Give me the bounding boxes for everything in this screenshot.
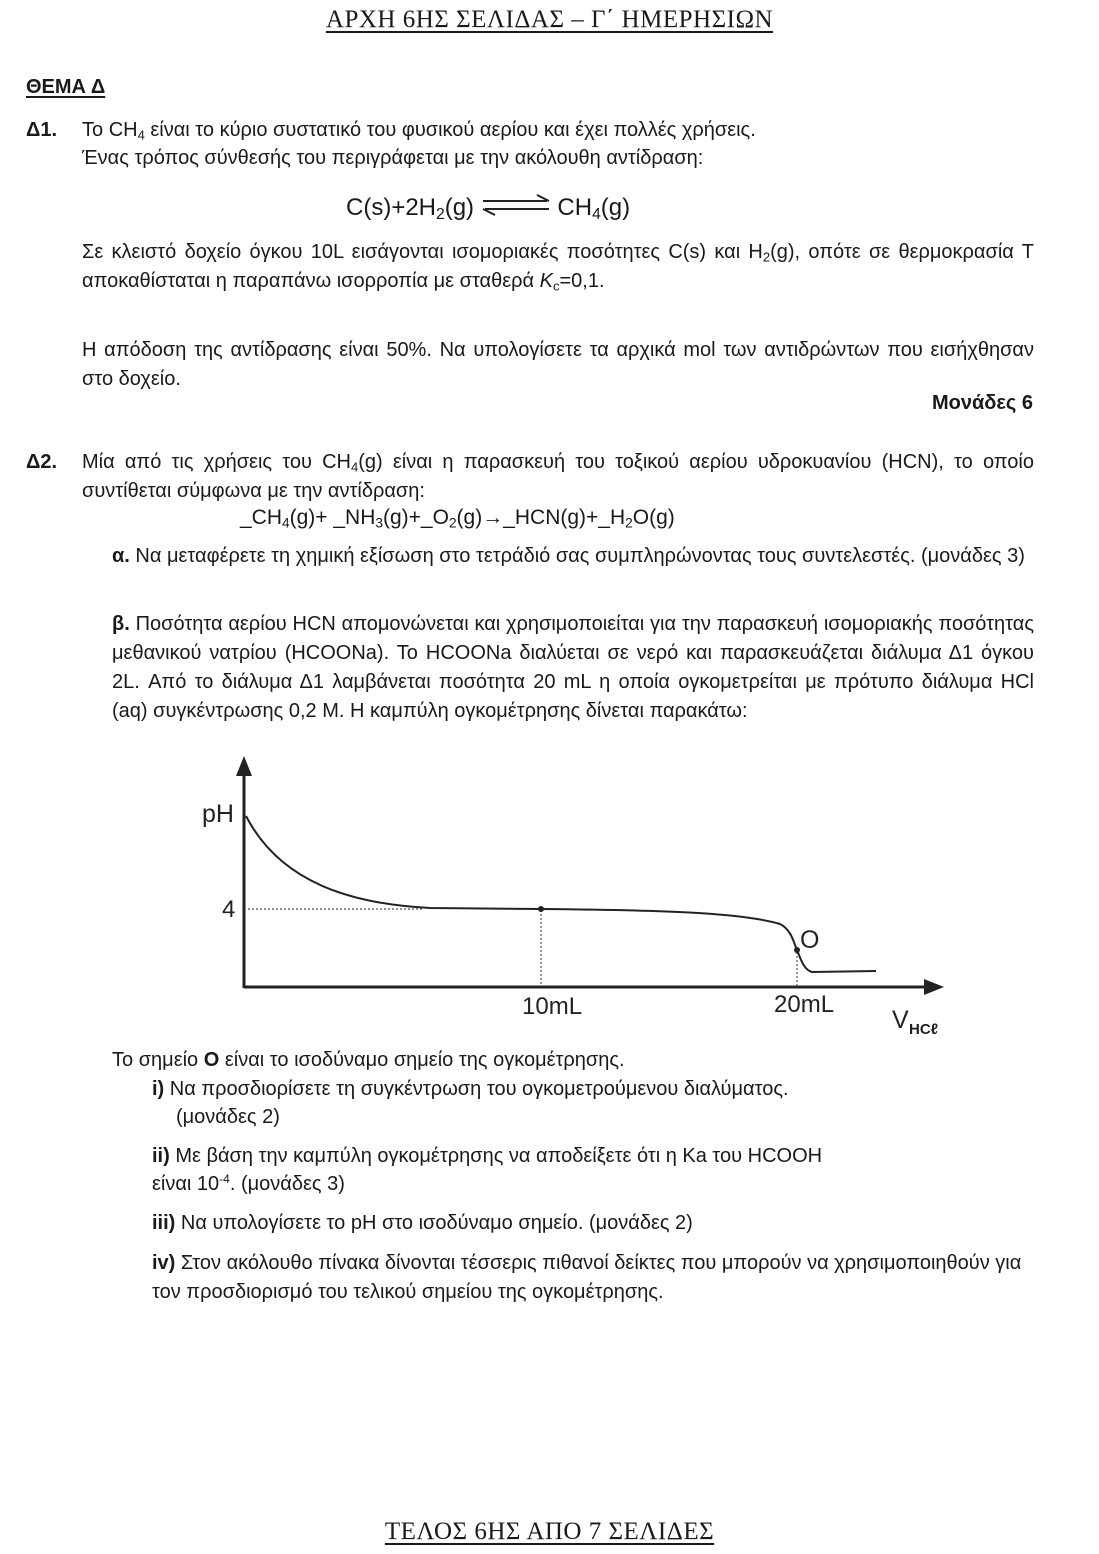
q-i-label: i) [152, 1078, 165, 1100]
eq-text: (g) [600, 194, 631, 221]
subscript: c [553, 278, 560, 294]
question-d1-paragraph1 [82, 238, 1034, 296]
question-d1-intro [82, 116, 1034, 145]
subscript: 4 [137, 127, 145, 143]
x-axis-label-sub: HCℓ [909, 1021, 938, 1038]
text: Σε κλειστό δοχείο όγκου 10L εισάγονται ισομοριακές ποσότητες C(s) και H [82, 241, 763, 263]
eq-text: C(s)+2H [346, 194, 437, 221]
page-header [0, 6, 1099, 34]
text: είναι το κύριο συστατικό του φυσικού αερίου και έχει πολλές χρήσεις. [144, 119, 756, 141]
subquestion-ii [152, 1142, 822, 1171]
eq-text: (g)+ _NH [289, 506, 376, 529]
titration-curve-chart [180, 752, 960, 1052]
q-ii-label: ii) [152, 1145, 170, 1167]
eq-subscript: 2 [436, 205, 445, 223]
question-d2-label: Δ2. [26, 451, 58, 473]
subquestion-ii-line2 [152, 1170, 345, 1199]
y-tick-4: 4 [222, 896, 236, 923]
titration-curve [246, 816, 876, 972]
kc-symbol: K [539, 270, 553, 292]
eq-text: _CH [240, 506, 283, 529]
text: Στον ακόλουθο πίνακα δίνονται τέσσερις πιθανοί δείκτες που μπορούν να χρησιμοποιηθούν για τον προσδιορισμό του τελικού σημείου της ογκομέτρησης. [152, 1252, 1022, 1303]
alpha-label: α. [112, 545, 130, 567]
titration-curve-svg [180, 752, 960, 1052]
x-tick-20ml: 20mL [774, 991, 835, 1018]
subquestion-alpha [112, 542, 1034, 571]
x-tick-10ml: 10mL [522, 993, 583, 1020]
q-iii-label: iii) [152, 1212, 176, 1234]
question-d1-label: Δ1. [26, 119, 58, 141]
half-equivalence-point [538, 906, 544, 912]
text: Το σημείο [112, 1049, 204, 1071]
question-d1-intro-line2: Ένας τρόπος σύνθεσής του περιγράφεται με την ακόλουθη αντίδραση: [82, 147, 704, 169]
eq-subscript: 4 [282, 515, 290, 531]
text: Να προσδιορίσετε τη συγκέντρωση του ογκομετρούμενου διαλύματος. [164, 1078, 789, 1100]
eq-subscript: 2 [448, 515, 457, 531]
exponent: -4 [219, 1171, 230, 1186]
hcn-equation [240, 503, 675, 532]
eq-text: (g)→_HCN(g)+_H [456, 506, 626, 529]
text: Να μεταφέρετε τη χημική εξίσωση στο τετράδιό σας συμπληρώνοντας τους συντελεστές. (μονάδες 3) [129, 545, 1025, 567]
equilibrium-arrow-icon [481, 194, 551, 223]
subquestion-beta [112, 610, 1034, 726]
text: (g), οπότε σε θερμοκρασία Τ αποκαθίσταται η παραπάνω ισορροπία με σταθερά [82, 241, 1034, 292]
point-o-label: O [800, 926, 820, 954]
text: Το CH [82, 119, 138, 141]
equilibrium-equation [346, 194, 630, 223]
point-o-description [112, 1046, 625, 1075]
y-axis-arrow-icon [236, 756, 252, 776]
d1-units: Μονάδες 6 [932, 392, 1033, 414]
eq-subscript: 3 [375, 515, 383, 531]
page-footer-text: ΤΕΛΟΣ 6ΗΣ ΑΠΟ 7 ΣΕΛΙΔΕΣ [384, 1518, 715, 1545]
text: Ποσότητα αερίου HCN απομονώνεται και χρησιμοποιείται για την παρασκευή ισομοριακής ποσότητας μεθανικού νατρίου (HCOONa). Το HCOONa διαλύεται σε νερό και παρασκευάζεται διάλυμα Δ1 όγκου 2L. Από το διάλυμα Δ1 λαμβάνεται ποσότητα 20 mL η οποία ογκομετρείται με πρότυπο διάλυμα HCl (aq) συγκέντρωσης 0,2 M. Η καμπύλη ογκομέτρησης δίνεται παρακάτω: [112, 613, 1034, 722]
question-d2-intro [82, 448, 1034, 506]
eq-text: CH [557, 194, 593, 221]
eq-text: (g)+_O [382, 506, 449, 529]
text: =0,1. [559, 270, 605, 292]
eq-subscript: 4 [592, 205, 601, 223]
beta-label: β. [112, 613, 130, 635]
eq-text: O(g) [632, 506, 675, 529]
text: Μία από τις χρήσεις του CH [82, 451, 351, 473]
y-axis-label: pH [202, 800, 234, 828]
x-axis-label: V [892, 1006, 909, 1034]
question-d1-paragraph2: Η απόδοση της αντίδρασης είναι 50%. Να υπολογίσετε τα αρχικά mol των αντιδρώντων που εισήχθησαν στο δοχείο. [82, 339, 1034, 390]
text: είναι 10 [152, 1173, 220, 1195]
point-o-ref: Ο [203, 1049, 220, 1071]
text: . (μονάδες 3) [229, 1173, 345, 1195]
eq-text: (g) [444, 194, 475, 221]
subscript: 2 [762, 249, 771, 265]
subquestion-i [152, 1075, 789, 1104]
page-footer [0, 1518, 1099, 1546]
subscript: 4 [351, 459, 359, 475]
text: (g) είναι η παρασκευή του τοξικού αερίου υδροκυανίου (HCN), το οποίο συντίθεται σύμφωνα με την αντίδραση: [82, 451, 1034, 502]
eq-subscript: 2 [625, 515, 633, 531]
text: Με βάση την καμπύλη ογκομέτρησης να αποδείξετε ότι η Ka του HCOOH [169, 1145, 823, 1167]
q-iv-label: iv) [152, 1252, 176, 1274]
subquestion-iii [152, 1209, 693, 1238]
text: Να υπολογίσετε το pH στο ισοδύναμο σημείο. (μονάδες 2) [175, 1212, 693, 1234]
x-axis-arrow-icon [924, 979, 944, 995]
subquestion-iv [152, 1249, 1032, 1307]
subquestion-i-units: (μονάδες 2) [176, 1106, 280, 1128]
page-header-text: ΑΡΧΗ 6ΗΣ ΣΕΛΙΔΑΣ – Γ΄ ΗΜΕΡΗΣΙΩΝ [325, 6, 774, 33]
text: είναι το ισοδύναμο σημείο της ογκομέτρησης. [219, 1049, 625, 1071]
theme-title: ΘΕΜΑ Δ [26, 76, 106, 98]
